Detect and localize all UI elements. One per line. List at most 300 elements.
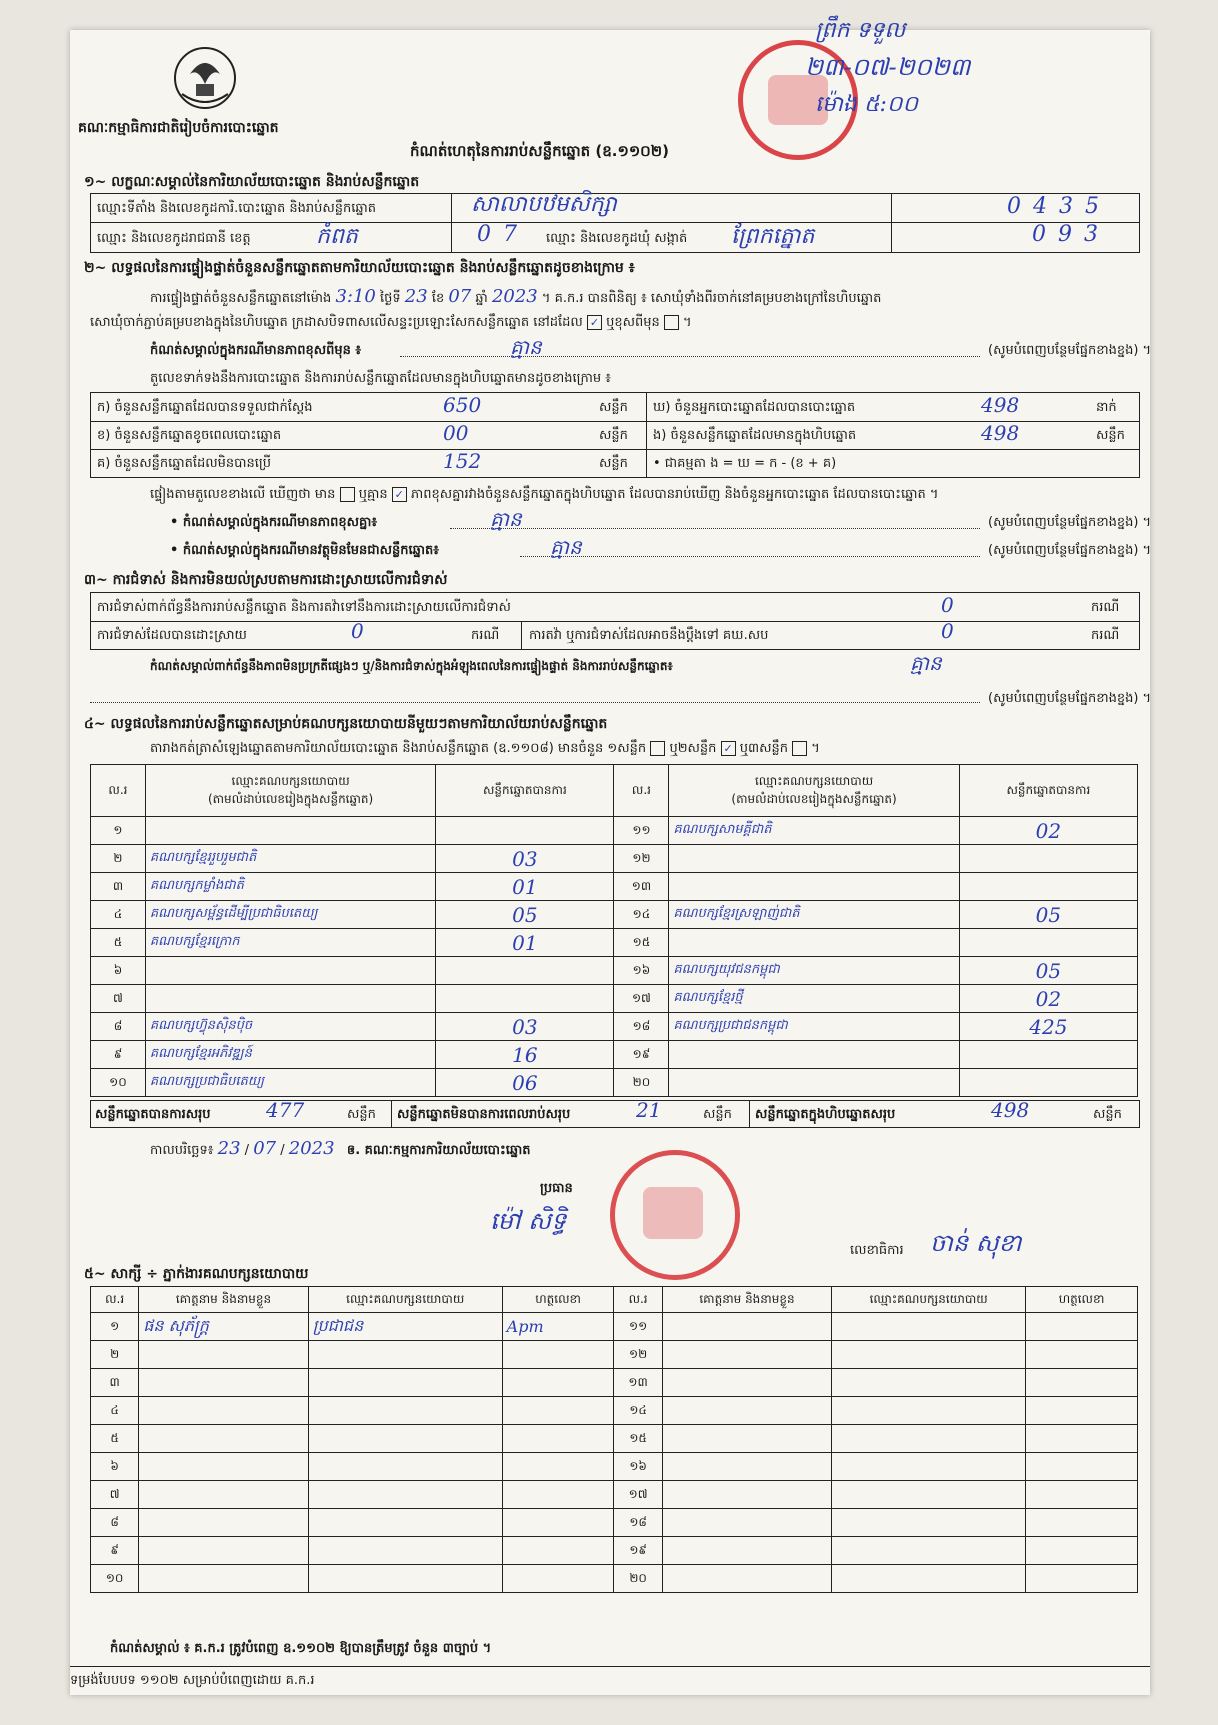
witness-row	[91, 1481, 1138, 1509]
witness-name: ផន សុភ័ក្ត្រ	[139, 1313, 309, 1341]
results-row	[91, 873, 1138, 901]
col-votes-header: សន្លឹកឆ្នោតបានការ	[959, 765, 1137, 817]
party-name: គណបក្សខ្មែររួបរួមជាតិ	[145, 845, 435, 873]
witness-name	[139, 1537, 309, 1565]
party-name	[145, 817, 435, 845]
compare-or-text: ឬគ្មាន	[358, 487, 388, 502]
witness-party	[832, 1537, 1026, 1565]
results-row	[91, 985, 1138, 1013]
witness-no: ៩	[91, 1537, 139, 1565]
party-results-table	[90, 764, 1138, 1097]
vote-count: 05	[959, 901, 1137, 929]
witness-row	[91, 1313, 1138, 1341]
location-code	[1001, 194, 1105, 219]
stamp-handwritten-time: ម៉ោង ៥:០០	[815, 92, 919, 117]
witness-name	[662, 1537, 832, 1565]
witness-no: ១៦	[614, 1453, 662, 1481]
table-intro: តួលេខទាក់ទងនឹងការបោះឆ្នោត និងការរាប់សន្លឹកឆ្នោតដែលមានក្នុងហិបឆ្នោតមានដូចខាងក្រោម ៖	[150, 371, 611, 386]
date-day: 23	[217, 1138, 241, 1159]
witness-signature: Apm	[502, 1313, 614, 1341]
witness-party	[832, 1369, 1026, 1397]
witness-no: ១	[91, 1313, 139, 1341]
form-title: កំណត់ហេតុនៃការរាប់សន្លឹកឆ្នោត (ឧ.១១០២)	[410, 142, 670, 160]
party-name	[145, 985, 435, 1013]
witness-row	[91, 1397, 1138, 1425]
witness-signature	[502, 1509, 614, 1537]
note3-value: គ្មាន	[550, 535, 582, 559]
verify-text: ថ្ងៃទី	[380, 291, 401, 306]
witness-row	[91, 1565, 1138, 1593]
province-code-digit: 0	[477, 222, 491, 247]
vote-count: 01	[436, 873, 614, 901]
location-code-digit: 0	[1007, 194, 1021, 219]
col-no-header: ល.រ	[614, 765, 669, 817]
verification-paragraph	[150, 286, 881, 309]
witness-name	[662, 1397, 832, 1425]
section5-heading: ៥~ សាក្សី ÷ ភ្នាក់ងារគណបក្សនយោបាយ	[84, 1266, 309, 1282]
note3-label: • កំណត់សម្គាល់ក្នុងករណីមានវត្ថុមិនមែនជាសន្លឹកឆ្នោត៖	[170, 543, 439, 558]
witness-row	[91, 1341, 1138, 1369]
tally-or2: ឬ២សន្លឹក	[669, 741, 717, 756]
row-no: ២០	[614, 1069, 669, 1097]
witness-signature	[502, 1425, 614, 1453]
total-box-label: សន្លឹកឆ្នោតក្នុងហិបឆ្នោតសរុប	[755, 1107, 896, 1122]
results-row	[91, 901, 1138, 929]
row-no: ១២	[614, 845, 669, 873]
fill-hint: (សូមបំពេញបន្ថែមផ្នែកខាងខ្នង) ។	[988, 515, 1152, 530]
witness-party	[832, 1453, 1026, 1481]
witness-party	[832, 1481, 1026, 1509]
party-name: គណបក្សកម្លាំងជាតិ	[145, 873, 435, 901]
witness-party	[308, 1565, 502, 1593]
results-row	[91, 929, 1138, 957]
witness-no: ១៧	[614, 1481, 662, 1509]
tally-sheet-paragraph: តារាងកត់ត្រាសំឡេងឆ្នោតតាមការិយាល័យបោះឆ្នោត និងរាប់សន្លឹកឆ្នោត (ឧ.១១០៨) មានចំនួន ១សន្លឹក ឬ២សន្លឹក ✓ ឬ៣សន្លឹក ។	[150, 741, 820, 756]
witness-party	[308, 1341, 502, 1369]
witness-no: ៤	[91, 1397, 139, 1425]
row-no: ៤	[91, 901, 146, 929]
location-value: សាលាបឋមសិក្សា	[471, 192, 617, 217]
row-no: ១០	[91, 1069, 146, 1097]
vote-count	[959, 873, 1137, 901]
witness-no: ៨	[91, 1509, 139, 1537]
voters-label: ឃ) ចំនួនអ្នកបោះឆ្នោតដែលបានបោះឆ្នោត	[653, 400, 856, 415]
witness-signature	[502, 1341, 614, 1369]
unit-label: សន្លឹក	[347, 1107, 376, 1122]
unit-label: សន្លឹក	[599, 400, 628, 415]
vote-count	[959, 929, 1137, 957]
unit-label: សន្លឹក	[599, 456, 628, 471]
vote-count	[959, 845, 1137, 873]
witness-col-sign: ហត្ថលេខា	[1026, 1287, 1138, 1313]
vote-count: 16	[436, 1041, 614, 1069]
witness-name	[139, 1341, 309, 1369]
vote-count: 05	[959, 957, 1137, 985]
verify-text: ការផ្ទៀងផ្ទាត់ចំនួនសន្លឹកឆ្នោតនៅម៉ោង	[150, 291, 332, 306]
witness-col-party: ឈ្មោះគណបក្សនយោបាយ	[308, 1287, 502, 1313]
col-no-header: ល.រ	[91, 765, 146, 817]
witness-name	[139, 1425, 309, 1453]
witness-party	[308, 1369, 502, 1397]
section1-heading: ១~ លក្ខណៈសម្គាល់នៃការិយាល័យបោះឆ្នោត និងរាប់សន្លឹកឆ្នោត	[84, 174, 420, 190]
witness-name	[139, 1453, 309, 1481]
secretary-signature: ចាន់ សុខា	[930, 1229, 1022, 1257]
chair-signature: ម៉ៅ សិទ្ធិ	[490, 1207, 567, 1235]
complaints-table	[90, 592, 1140, 650]
seal-text: សោឃុំចាក់ភ្ជាប់គម្របខាងក្នុងនៃហិបឆ្នោត ក្រដាសបិទពាសលើសន្ទះប្រឡោះសែកសន្លឹកឆ្នោត នៅដដែល	[90, 315, 583, 330]
witness-row	[91, 1369, 1138, 1397]
col-party-header	[145, 765, 435, 817]
case-unit: ករណី	[471, 628, 500, 643]
witness-party: ប្រជាជន	[308, 1313, 502, 1341]
unused-value: 152	[443, 449, 482, 473]
party-name: គណបក្សសាមគ្គីជាតិ	[669, 817, 959, 845]
witness-col-no: ល.រ	[91, 1287, 139, 1313]
col-party-subtitle: (តាមលំដាប់លេខរៀងក្នុងសន្លឹកឆ្នោត)	[207, 791, 374, 806]
results-row	[91, 1069, 1138, 1097]
row-no: ៧	[91, 985, 146, 1013]
received-label: ក) ចំនួនសន្លឹកឆ្នោតដែលបានទទួលជាក់ស្តែង	[97, 400, 313, 415]
witness-no: ១៣	[614, 1369, 662, 1397]
witness-name	[139, 1397, 309, 1425]
commune-code	[1026, 222, 1104, 247]
committee-emblem	[170, 44, 240, 112]
compare-paragraph	[150, 486, 938, 505]
emblem-icon	[170, 44, 240, 112]
col-party-title: ឈ្មោះគណបក្សនយោបាយ	[755, 773, 874, 788]
results-row	[91, 1013, 1138, 1041]
commune-value: ព្រែកត្នោត	[731, 224, 815, 249]
verify-text: ខែ	[431, 291, 445, 306]
fill-hint: (សូមបំពេញបន្ថែមផ្នែកខាងខ្នង) ។	[988, 343, 1152, 358]
irregularity-note-value: គ្មាន	[910, 651, 942, 675]
verify-month: 07	[448, 286, 472, 307]
witness-col-party: ឈ្មោះគណបក្សនយោបាយ	[832, 1287, 1026, 1313]
irregularity-note-label: កំណត់សម្គាល់ពាក់ព័ន្ធនឹងភាពមិនប្រក្រតីផ្សេងៗ ឬ/និងការជំទាស់ក្នុងអំឡុងពេលនៃការផ្ទៀងផ្ទាត់ និងការរាប់សន្លឹកឆ្នោត៖	[150, 659, 673, 673]
vote-count: 03	[436, 845, 614, 873]
complaints-label: ការជំទាស់ពាក់ព័ន្ធនឹងការរាប់សន្លឹកឆ្នោត និងការតវ៉ាទៅនឹងការដោះស្រាយលើការជំទាស់	[97, 600, 511, 615]
unchanged-checkbox[interactable]: ✓	[587, 315, 602, 330]
province-code-digit: 7	[503, 222, 517, 247]
witness-party	[308, 1481, 502, 1509]
compare-text: ផ្ទៀងតាមតួលេខខាងលើ ឃើញថា មាន	[150, 487, 336, 502]
row-no: ១៥	[614, 929, 669, 957]
total-valid-label: សន្លឹកឆ្នោតបានការសរុប	[95, 1107, 211, 1122]
location-label: ឈ្មោះទីតាំង និងលេខកូដការិ.បោះឆ្នោត និងរាប់សន្លឹកឆ្នោត	[97, 201, 376, 216]
witness-party	[832, 1425, 1026, 1453]
chair-label: ប្រធាន	[540, 1181, 573, 1196]
witness-signature	[1026, 1313, 1138, 1341]
date-month: 07	[253, 1138, 277, 1159]
party-name: គណបក្សខ្មែរស្រឡាញ់ជាតិ	[669, 901, 959, 929]
form-note: ទម្រង់បែបបទ ១១០២ សម្រាប់បំពេញដោយ គ.ក.រ	[70, 1673, 315, 1688]
irregularity-line	[90, 702, 980, 703]
secretary-label: លេខាធិការ	[850, 1243, 904, 1258]
witness-signature	[502, 1397, 614, 1425]
spoiled-label: ខ) ចំនួនសន្លឹកឆ្នោតខូចពេលបោះឆ្នោត	[97, 428, 282, 443]
unit-label: សន្លឹក	[703, 1107, 732, 1122]
witness-signature	[502, 1565, 614, 1593]
section4-heading: ៤~ លទ្ធផលនៃការរាប់សន្លឹកឆ្នោតសម្រាប់គណបក្សនយោបាយនីមួយៗតាមការិយាល័យរាប់សន្លឹកឆ្នោត	[84, 716, 608, 732]
witness-no: ៥	[91, 1425, 139, 1453]
note2-value: គ្មាន	[490, 507, 522, 531]
witness-name	[139, 1509, 309, 1537]
party-name: គណបក្សខ្មែរអភិវឌ្ឍន៍	[145, 1041, 435, 1069]
witness-no: ១២	[614, 1341, 662, 1369]
row-no: ១១	[614, 817, 669, 845]
row-no: ១៩	[614, 1041, 669, 1069]
party-name	[669, 845, 959, 873]
row-no: ៩	[91, 1041, 146, 1069]
witness-name	[662, 1509, 832, 1537]
vote-count	[436, 985, 614, 1013]
witness-name	[662, 1369, 832, 1397]
results-row	[91, 817, 1138, 845]
complaints-value: 0	[941, 593, 954, 617]
witness-party	[308, 1397, 502, 1425]
total-invalid-value: 21	[636, 1098, 662, 1122]
note1-label: កំណត់សម្គាល់ក្នុងករណីមានភាពខុសពីមុន ៖	[150, 343, 362, 358]
section1-table	[90, 193, 1140, 253]
spoiled-value: 00	[443, 421, 469, 445]
vote-count	[436, 957, 614, 985]
fill-hint: (សូមបំពេញបន្ថែមផ្នែកខាងខ្នង) ។	[988, 691, 1152, 706]
witness-name	[662, 1565, 832, 1593]
unused-label: គ) ចំនួនសន្លឹកឆ្នោតដែលមិនបានប្រើ	[97, 456, 271, 471]
witness-name	[662, 1453, 832, 1481]
appeal-value: 0	[941, 619, 954, 643]
counts-table	[90, 392, 1140, 478]
witness-name	[139, 1565, 309, 1593]
party-name	[669, 1041, 959, 1069]
witness-no: ១៥	[614, 1425, 662, 1453]
party-name: គណបក្សខ្មែរថ្មី	[669, 985, 959, 1013]
party-name	[669, 1069, 959, 1097]
vote-count: 06	[436, 1069, 614, 1097]
unit-label: សន្លឹក	[599, 428, 628, 443]
unit-label: សន្លឹក	[1093, 1107, 1122, 1122]
row-no: ៦	[91, 957, 146, 985]
witness-signature	[1026, 1509, 1138, 1537]
witness-signature	[1026, 1453, 1138, 1481]
col-party-title: ឈ្មោះគណបក្សនយោបាយ	[231, 773, 350, 788]
ballot-count-report-page	[70, 18, 1152, 1695]
witness-row	[91, 1537, 1138, 1565]
row-no: ១៨	[614, 1013, 669, 1041]
row-no: ៥	[91, 929, 146, 957]
province-code	[471, 222, 523, 247]
official-seal	[610, 1150, 740, 1280]
witness-no: ១៩	[614, 1537, 662, 1565]
vote-count	[436, 817, 614, 845]
witness-col-name: គោត្តនាម និងនាមខ្លួន	[139, 1287, 309, 1313]
witness-party	[308, 1509, 502, 1537]
party-name: គណបក្សប្រជាធិបតេយ្យ	[145, 1069, 435, 1097]
verify-time: 3:10	[335, 286, 376, 307]
footer-note: កំណត់សម្គាល់ ៖ គ.ក.រ ត្រូវបំពេញ ឧ.១១០២ ឱ្យបានត្រឹមត្រូវ ចំនួន ៣ច្បាប់ ។	[110, 1641, 492, 1656]
witness-no: ៧	[91, 1481, 139, 1509]
witness-signature	[502, 1369, 614, 1397]
footer-divider	[70, 1666, 1150, 1667]
commune-code-digit: 9	[1058, 222, 1072, 247]
in-box-label: ង) ចំនួនសន្លឹកឆ្នោតដែលមានក្នុងហិបឆ្នោត	[653, 428, 857, 443]
tally-or3: ឬ៣សន្លឹក	[739, 741, 788, 756]
row-no: ៨	[91, 1013, 146, 1041]
formula-text: • ជាគម្មតា ង = ឃ = ក - (ខ + គ)	[653, 456, 837, 471]
witness-header-row	[91, 1287, 1138, 1313]
province-value: កំពត	[316, 224, 358, 249]
vote-count: 05	[436, 901, 614, 929]
witness-no: ៦	[91, 1453, 139, 1481]
section2-heading: ២~ លទ្ធផលនៃការផ្ទៀងផ្ទាត់ចំនួនសន្លឹកឆ្នោតតាមការិយាល័យបោះឆ្នោត និងរាប់សន្លឹកឆ្នោតដូចខាងក្រោម ៖	[84, 260, 635, 276]
location-code-digit: 3	[1059, 194, 1073, 219]
witness-party	[308, 1453, 502, 1481]
witness-name	[662, 1313, 832, 1341]
party-name	[669, 929, 959, 957]
note2-label: • កំណត់សម្គាល់ក្នុងករណីមានភាពខុសគ្នា៖	[170, 515, 378, 530]
committee-label: ឲ. គណៈកម្មការការិយាល័យបោះឆ្នោត	[346, 1143, 531, 1158]
witness-name	[662, 1341, 832, 1369]
date-line: កាលបរិច្ឆេទ៖ 23 / 07 / 2023 ឲ. គណៈកម្មការការិយាល័យបោះឆ្នោត	[150, 1138, 531, 1159]
one-sheet-checkbox[interactable]	[650, 741, 665, 756]
results-header-row	[91, 765, 1138, 817]
witness-signature	[1026, 1537, 1138, 1565]
witness-row	[91, 1509, 1138, 1537]
unit-label: នាក់	[1096, 400, 1117, 415]
note1-line	[400, 356, 980, 357]
witness-signature	[1026, 1565, 1138, 1593]
seal-emblem-icon	[643, 1187, 703, 1239]
commune-code-digit: 3	[1084, 222, 1098, 247]
province-label: ឈ្មោះ និងលេខកូដរាជធានី ខេត្ត	[97, 231, 251, 246]
resolved-label: ការជំទាស់ដែលបានដោះស្រាយ	[97, 628, 247, 643]
changed-checkbox[interactable]	[664, 315, 679, 330]
verify-year: 2023	[491, 286, 538, 307]
party-name	[145, 957, 435, 985]
note2-line	[450, 528, 980, 529]
witness-row	[91, 1425, 1138, 1453]
witness-no: ៣	[91, 1369, 139, 1397]
seal-paragraph: សោឃុំចាក់ភ្ជាប់គម្របខាងក្នុងនៃហិបឆ្នោត ក្រដាសបិទពាសលើសន្ទះប្រឡោះសែកសន្លឹកឆ្នោត នៅដដែល ✓ ឬខុសពីមុន ។	[90, 315, 692, 330]
commune-code-digit: 0	[1032, 222, 1046, 247]
witness-party	[832, 1565, 1026, 1593]
witness-party	[832, 1397, 1026, 1425]
voters-value: 498	[981, 393, 1020, 417]
in-box-value: 498	[981, 421, 1020, 445]
three-sheet-checkbox[interactable]	[792, 741, 807, 756]
fill-hint: (សូមបំពេញបន្ថែមផ្នែកខាងខ្នង) ។	[988, 543, 1152, 558]
witness-party	[832, 1341, 1026, 1369]
witness-signature	[502, 1453, 614, 1481]
stamp-handwritten-date: ២៣-០៧-២០២៣	[805, 53, 971, 81]
witness-signature	[1026, 1425, 1138, 1453]
vote-count	[959, 1069, 1137, 1097]
date-year: 2023	[288, 1138, 335, 1159]
party-name: គណបក្សសម្ព័ន្ធដើម្បីប្រជាធិបតេយ្យ	[145, 901, 435, 929]
witness-party	[832, 1509, 1026, 1537]
section3-heading: ៣~ ការជំទាស់ និងការមិនយល់ស្របតាមការដោះស្រាយលើការជំទាស់	[84, 572, 448, 588]
note3-line	[520, 556, 980, 557]
row-no: ១៧	[614, 985, 669, 1013]
results-totals-row	[90, 1100, 1140, 1128]
col-party-header	[669, 765, 959, 817]
total-box-value: 498	[991, 1098, 1030, 1122]
party-name: គណបក្សខ្មែរក្រោក	[145, 929, 435, 957]
unit-label: សន្លឹក	[1096, 428, 1125, 443]
witness-no: ១១	[614, 1313, 662, 1341]
total-invalid-label: សន្លឹកឆ្នោតមិនបានការពេលរាប់សរុប	[397, 1107, 571, 1122]
seal-or-text: ឬខុសពីមុន	[606, 315, 660, 330]
row-no: ២	[91, 845, 146, 873]
results-body	[91, 817, 1138, 1097]
commune-label: ឈ្មោះ និងលេខកូដឃុំ សង្កាត់	[546, 231, 688, 246]
results-row	[91, 845, 1138, 873]
witness-name	[139, 1481, 309, 1509]
location-code-digit: 5	[1085, 194, 1099, 219]
resolved-value: 0	[351, 619, 364, 643]
witness-name	[662, 1481, 832, 1509]
vote-count: 01	[436, 929, 614, 957]
appeal-label: ការតវ៉ា ឬការជំទាស់ដែលអាចនឹងប្តឹងទៅ គឃ.សប	[529, 628, 769, 643]
witness-party	[308, 1537, 502, 1565]
case-unit: ករណី	[1091, 600, 1120, 615]
witness-signature	[1026, 1397, 1138, 1425]
row-no: ១៣	[614, 873, 669, 901]
row-no: ១	[91, 817, 146, 845]
difference-yes-checkbox[interactable]	[340, 487, 355, 502]
committee-name: គណៈកម្មាធិការជាតិរៀបចំការបោះឆ្នោត	[78, 120, 279, 136]
compare-rest-text: ភាពខុសគ្នារវាងចំនួនសន្លឹកឆ្នោតក្នុងហិបឆ្នោត ដែលបានរាប់ឃើញ និងចំនួនអ្នកបោះឆ្នោត ដែលបានបោះឆ្នោត ។	[410, 487, 939, 502]
date-label: កាលបរិច្ឆេទ៖	[150, 1143, 214, 1158]
vote-count	[959, 1041, 1137, 1069]
two-sheet-checkbox[interactable]: ✓	[721, 741, 736, 756]
vote-count: 02	[959, 985, 1137, 1013]
witness-name	[662, 1425, 832, 1453]
witness-signature	[1026, 1481, 1138, 1509]
verify-text: ឆ្នាំ	[475, 291, 488, 306]
witness-table	[90, 1286, 1138, 1593]
note1-value: គ្មាន	[510, 335, 542, 359]
witness-row	[91, 1453, 1138, 1481]
col-votes-header: សន្លឹកឆ្នោតបានការ	[436, 765, 614, 817]
col-party-subtitle: (តាមលំដាប់លេខរៀងក្នុងសន្លឹកឆ្នោត)	[731, 791, 897, 806]
witness-col-sign: ហត្ថលេខា	[502, 1287, 614, 1313]
party-name	[669, 873, 959, 901]
vote-count: 425	[959, 1013, 1137, 1041]
difference-no-checkbox[interactable]: ✓	[392, 487, 407, 502]
witness-signature	[1026, 1369, 1138, 1397]
witness-signature	[1026, 1341, 1138, 1369]
witness-no: ១៨	[614, 1509, 662, 1537]
verify-day: 23	[404, 286, 428, 307]
witness-party	[832, 1313, 1026, 1341]
received-value: 650	[443, 393, 482, 417]
witness-signature	[502, 1537, 614, 1565]
vote-count: 02	[959, 817, 1137, 845]
witness-no: ២០	[614, 1565, 662, 1593]
witness-body	[91, 1313, 1138, 1593]
witness-no: ១០	[91, 1565, 139, 1593]
party-name: គណបក្សហ៊្វុនស៊ិនប៉ិច	[145, 1013, 435, 1041]
party-name: គណបក្សប្រជាជនកម្ពុជា	[669, 1013, 959, 1041]
case-unit: ករណី	[1091, 628, 1120, 643]
witness-no: ១៤	[614, 1397, 662, 1425]
location-code-digit: 4	[1033, 194, 1047, 219]
party-name: គណបក្សយុវជនកម្ពុជា	[669, 957, 959, 985]
stamp-handwritten-top: ព្រឹក ទទួល	[815, 18, 906, 43]
tally-intro: តារាងកត់ត្រាសំឡេងឆ្នោតតាមការិយាល័យបោះឆ្នោត និងរាប់សន្លឹកឆ្នោត (ឧ.១១០៨) មានចំនួន ១សន្លឹក	[150, 741, 647, 756]
witness-signature	[502, 1481, 614, 1509]
